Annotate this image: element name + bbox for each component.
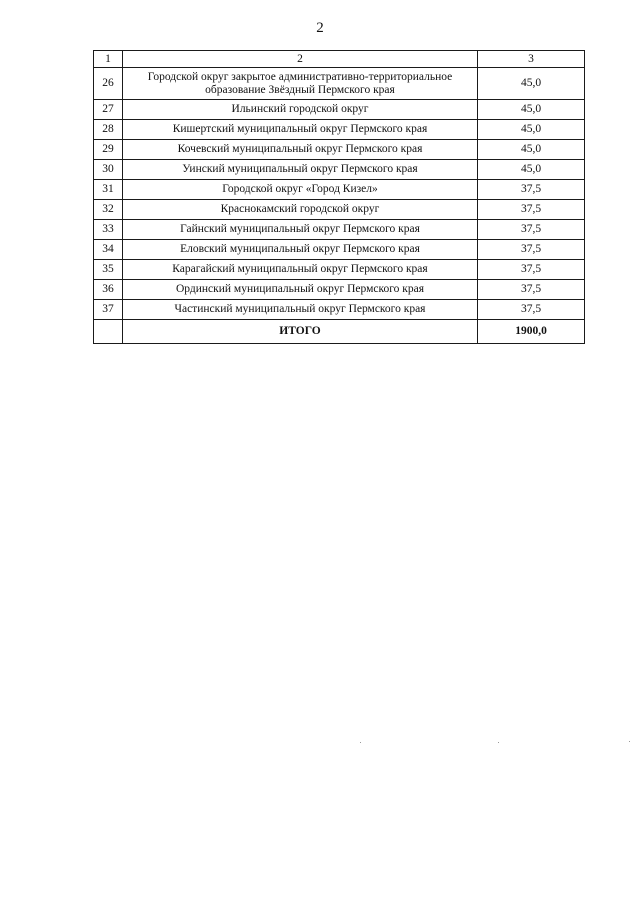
scan-speck bbox=[629, 741, 630, 742]
row-name: Городской округ «Город Кизел» bbox=[123, 180, 478, 200]
column-header-number: 1 bbox=[94, 51, 123, 68]
total-label: ИТОГО bbox=[123, 320, 478, 344]
table-row bbox=[94, 140, 585, 160]
row-name: Ильинский городской округ bbox=[123, 100, 478, 120]
table-row bbox=[94, 160, 585, 180]
allocation-table bbox=[93, 50, 585, 344]
row-number: 37 bbox=[94, 300, 123, 320]
row-number: 28 bbox=[94, 120, 123, 140]
table-row bbox=[94, 260, 585, 280]
row-value: 45,0 bbox=[478, 68, 585, 100]
row-number: 30 bbox=[94, 160, 123, 180]
row-number: 27 bbox=[94, 100, 123, 120]
total-number-cell bbox=[94, 320, 123, 344]
table-row bbox=[94, 180, 585, 200]
row-number: 35 bbox=[94, 260, 123, 280]
row-value: 37,5 bbox=[478, 260, 585, 280]
row-value: 37,5 bbox=[478, 280, 585, 300]
row-name: Ординский муниципальный округ Пермского края bbox=[123, 280, 478, 300]
table-row bbox=[94, 300, 585, 320]
row-name: Частинский муниципальный округ Пермского края bbox=[123, 300, 478, 320]
row-name: Городской округ закрытое административно-территориальное образование Звёздный Пермского края bbox=[123, 68, 478, 100]
row-value: 37,5 bbox=[478, 180, 585, 200]
table-row bbox=[94, 220, 585, 240]
row-number: 36 bbox=[94, 280, 123, 300]
table-row bbox=[94, 280, 585, 300]
table-row bbox=[94, 200, 585, 220]
row-name: Краснокамский городской округ bbox=[123, 200, 478, 220]
row-name: Гайнский муниципальный округ Пермского края bbox=[123, 220, 478, 240]
table-row bbox=[94, 100, 585, 120]
row-value: 37,5 bbox=[478, 220, 585, 240]
row-value: 45,0 bbox=[478, 120, 585, 140]
table-row bbox=[94, 240, 585, 260]
total-value: 1900,0 bbox=[478, 320, 585, 344]
table-header-row bbox=[94, 51, 585, 68]
row-name: Карагайский муниципальный округ Пермского края bbox=[123, 260, 478, 280]
table-row bbox=[94, 68, 585, 100]
scan-speck bbox=[498, 742, 499, 743]
row-name: Еловский муниципальный округ Пермского края bbox=[123, 240, 478, 260]
row-name: Кочевский муниципальный округ Пермского края bbox=[123, 140, 478, 160]
column-header-name: 2 bbox=[123, 51, 478, 68]
column-header-value: 3 bbox=[478, 51, 585, 68]
table-row bbox=[94, 120, 585, 140]
row-value: 45,0 bbox=[478, 100, 585, 120]
total-row bbox=[94, 320, 585, 344]
row-name: Уинский муниципальный округ Пермского края bbox=[123, 160, 478, 180]
row-number: 29 bbox=[94, 140, 123, 160]
page-number: 2 bbox=[316, 20, 324, 36]
row-number: 34 bbox=[94, 240, 123, 260]
row-number: 26 bbox=[94, 68, 123, 100]
row-number: 33 bbox=[94, 220, 123, 240]
row-value: 45,0 bbox=[478, 140, 585, 160]
row-value: 45,0 bbox=[478, 160, 585, 180]
scan-speck bbox=[360, 742, 361, 743]
row-value: 37,5 bbox=[478, 300, 585, 320]
row-value: 37,5 bbox=[478, 200, 585, 220]
row-number: 31 bbox=[94, 180, 123, 200]
row-value: 37,5 bbox=[478, 240, 585, 260]
row-number: 32 bbox=[94, 200, 123, 220]
row-name: Кишертский муниципальный округ Пермского края bbox=[123, 120, 478, 140]
